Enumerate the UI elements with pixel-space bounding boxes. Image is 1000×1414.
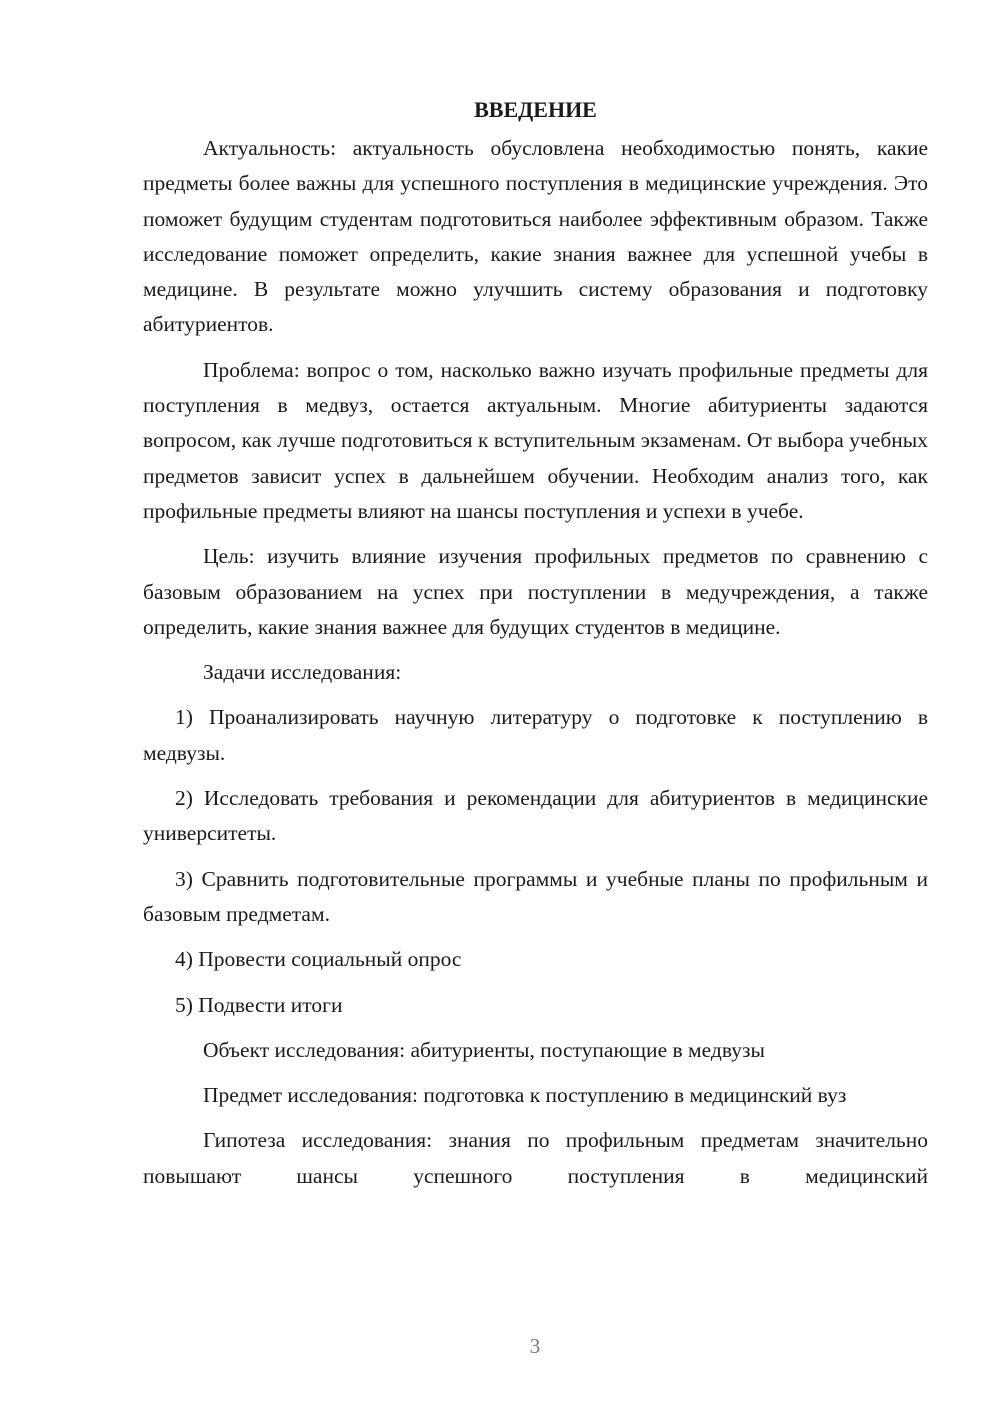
paragraph-subject: Предмет исследования: подготовка к поступлению в медицинский вуз: [203, 1083, 847, 1108]
paragraph-problem: Проблема: вопрос о том, насколько важно изучать профильные предметы для поступления в медвуз, остается актуальным. Многие абитуриенты задаются вопросом, как лучше подготовиться к вступительным экзаменам. От выбора учебных предметов зависит успех в дальнейшем обучении. Необходим анализ того, как профильные предметы влияют на шансы поступления и успехи в учебе.: [143, 357, 928, 523]
paragraph-object: Объект исследования: абитуриенты, поступающие в медвузы: [203, 1037, 765, 1062]
page-number: 3: [529, 1334, 541, 1358]
task-item-2: 2) Исследовать требования и рекомендации для абитуриентов в медицинские университеты.: [143, 786, 928, 846]
paragraph-hypothesis: Гипотеза исследования: знания по профильным предметам значительно повышают шансы успешного поступления в медицинский: [143, 1128, 928, 1188]
document-page: [143, 92, 928, 1194]
tasks-heading: Задачи исследования:: [203, 660, 402, 685]
task-item-3: 3) Сравнить подготовительные программы и учебные планы по профильным и базовым предметам.: [143, 866, 928, 926]
section-title: ВВЕДЕНИЕ: [474, 97, 597, 122]
task-item-5: 5) Подвести итоги: [175, 992, 343, 1017]
paragraph-goal: Цель: изучить влияние изучения профильных предметов по сравнению с базовым образованием на успех при поступлении в медучреждения, а также определить, какие знания важнее для будущих студентов в медицине.: [143, 544, 928, 639]
paragraph-relevance: Актуальность: актуальность обусловлена необходимостью понять, какие предметы более важны для успешного поступления в медицинские учреждения. Это поможет будущим студентам подготовиться наиболее эффективным образом. Также исследование поможет определить, какие знания важнее для успешной учебы в медицине. В результате можно улучшить систему образования и подготовку абитуриентов.: [143, 136, 928, 337]
task-item-4: 4) Провести социальный опрос: [175, 947, 462, 972]
task-item-1: 1) Проанализировать научную литературу о подготовке к поступлению в медвузы.: [143, 705, 928, 765]
